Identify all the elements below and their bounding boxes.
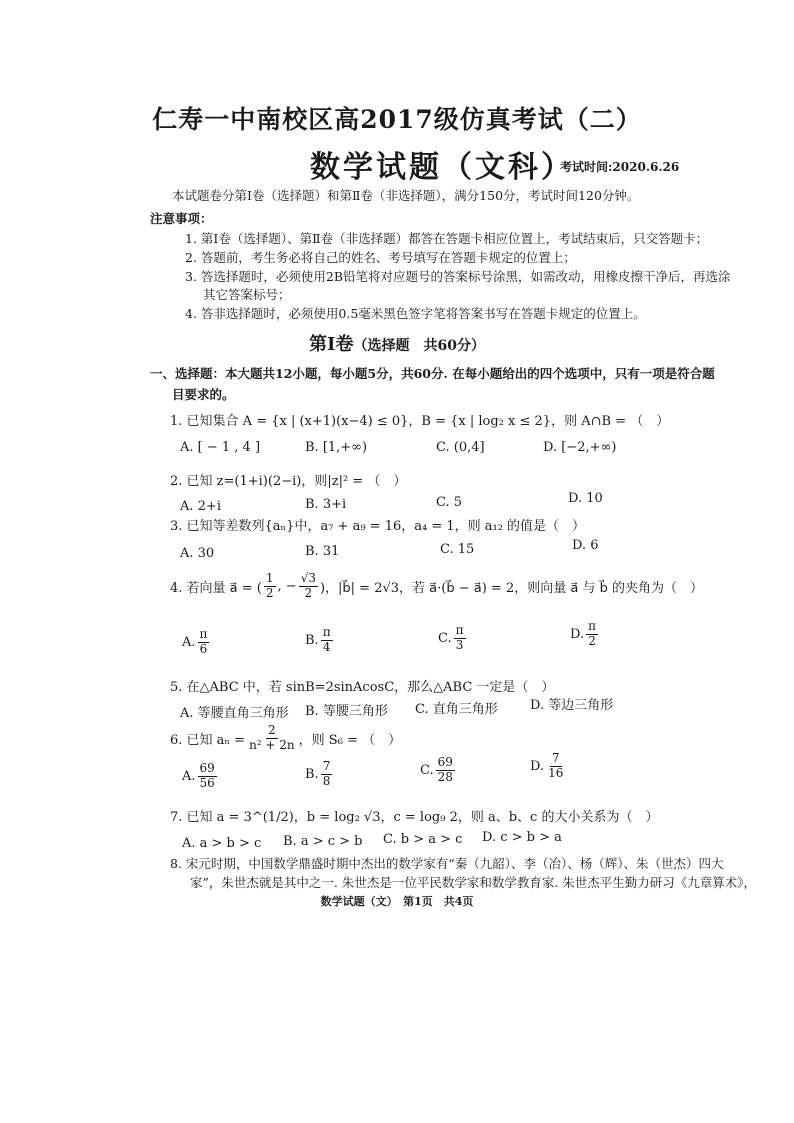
fraction-denominator: 6 bbox=[199, 641, 208, 656]
option-label: B. bbox=[305, 632, 319, 648]
question-8-line-1: 8. 宋元时期，中国数学鼎盛时期中杰出的数学家有“秦（九韶）、李（冶）、杨（辉）、朱（世杰）四大 bbox=[170, 856, 724, 871]
option-label: D. bbox=[530, 758, 545, 774]
q6-option-a bbox=[182, 762, 219, 791]
q7-option-c: C. b > a > c bbox=[383, 832, 463, 847]
q4-fraction-2 bbox=[299, 572, 318, 601]
exam-time: 考试时间:2020.6.26 bbox=[560, 160, 680, 174]
q6-option-d bbox=[530, 752, 567, 781]
subject-title: 数学试题（文科） bbox=[310, 150, 574, 185]
q2-option-a: A. 2+i bbox=[180, 499, 221, 514]
q1-option-a: A. [ − 1 , 4 ] bbox=[180, 440, 261, 455]
q3-option-c: C. 15 bbox=[440, 542, 475, 557]
intro-text: 本试题卷分第Ⅰ卷（选择题）和第Ⅱ卷（非选择题），满分150分，考试时间120分钟。 bbox=[172, 188, 640, 203]
q1-option-d: D. [−2,+∞) bbox=[543, 440, 617, 455]
notes-heading: 注意事项： bbox=[150, 211, 213, 226]
option-fraction bbox=[321, 760, 333, 789]
fraction-denominator: 2 bbox=[304, 585, 313, 600]
option-label: C. bbox=[420, 762, 434, 778]
school-title: 仁寿一中南校区高2017级仿真考试（二） bbox=[152, 105, 642, 134]
q5-option-c: C. 直角三角形 bbox=[415, 702, 498, 717]
fraction-denominator: 56 bbox=[199, 775, 215, 790]
fraction-numerator: π bbox=[199, 627, 208, 641]
fraction-denominator: 16 bbox=[548, 765, 564, 780]
fraction-numerator: π bbox=[322, 625, 331, 639]
note-item: 2. 答题前，考生务必将自己的姓名、考号填写在答题卡规定的位置上； bbox=[185, 250, 576, 265]
question-4 bbox=[170, 572, 703, 601]
part1-instruction-cont: 目要求的。 bbox=[172, 387, 235, 402]
section-title bbox=[0, 330, 794, 356]
fraction-numerator: 2 bbox=[268, 723, 276, 737]
option-label: C. bbox=[438, 630, 452, 646]
fraction-numerator: π bbox=[588, 619, 596, 633]
q3-option-d: D. 6 bbox=[572, 538, 599, 553]
fraction-numerator: 7 bbox=[551, 751, 560, 765]
fraction-denominator: 28 bbox=[437, 769, 453, 784]
q1-option-b: B. [1,+∞) bbox=[305, 440, 368, 455]
fraction-denominator: 3 bbox=[455, 637, 464, 652]
note-item: 1. 第Ⅰ卷（选择题）、第Ⅱ卷（非选择题）都答在答题卡相应位置上，考试结束后，只交答题卡； bbox=[185, 231, 709, 246]
fraction-numerator: √3 bbox=[300, 571, 316, 585]
q7-option-d: D. c > b > a bbox=[482, 830, 562, 845]
note-item: 其它答案标号； bbox=[203, 287, 291, 302]
q4-separator: , − bbox=[277, 578, 297, 594]
q4-option-b bbox=[305, 626, 335, 655]
question-6 bbox=[170, 724, 401, 753]
option-fraction bbox=[454, 624, 466, 653]
fraction-denominator: 2 bbox=[265, 585, 274, 600]
q4-option-c bbox=[438, 624, 468, 653]
fraction-denominator: n² + 2n bbox=[249, 737, 295, 752]
option-label: A. bbox=[182, 768, 196, 784]
q5-option-a: A. 等腰直角三角形 bbox=[180, 706, 289, 721]
option-fraction bbox=[546, 752, 565, 781]
fraction-denominator: 8 bbox=[322, 773, 331, 788]
note-item: 3. 答选择题时，必须使用2B铅笔将对应题号的答案标号涂黑，如需改动，用橡皮擦干净后，再选涂 bbox=[185, 269, 731, 284]
fraction-numerator: 7 bbox=[322, 759, 331, 773]
fraction-denominator: 2 bbox=[588, 633, 596, 648]
q5-option-d: D. 等边三角形 bbox=[530, 698, 614, 713]
question-2: 2. 已知 z=(1+i)(2−i)，则|z|² = （ ） bbox=[170, 474, 407, 489]
q2-option-d: D. 10 bbox=[568, 491, 603, 506]
q7-option-b: B. a > c > b bbox=[283, 834, 363, 849]
option-label: B. bbox=[305, 766, 319, 782]
q4-stem-end: )，|b⃗| = 2√3，若 a⃗·(b⃗ − a⃗) = 2，则向量 a⃗ 与 b⃗ 的夹角为（ ） bbox=[319, 580, 703, 596]
q5-option-b: B. 等腰三角形 bbox=[305, 704, 388, 719]
option-label: D. bbox=[570, 626, 585, 642]
note-item: 4. 答非选择题时，必须使用0.5毫米黑色签字笔将答案书写在答题卡规定的位置上。 bbox=[185, 306, 646, 321]
section-title-sub: （选择题 共60分） bbox=[353, 338, 485, 354]
section-title-main: 第Ⅰ卷 bbox=[309, 334, 354, 355]
q6-fraction bbox=[247, 724, 297, 753]
fraction-numerator: 1 bbox=[265, 571, 274, 585]
part1-instruction: 一、选择题：本大题共12小题，每小题5分，共60分. 在每小题给出的四个选项中，只有一项是符合题 bbox=[150, 366, 715, 381]
q2-option-b: B. 3+i bbox=[305, 497, 347, 512]
q3-option-a: A. 30 bbox=[180, 546, 215, 561]
q1-option-c: C. (0,4] bbox=[436, 440, 485, 455]
question-1: 1. 已知集合 A = {x | (x+1)(x−4) ≤ 0}，B = {x | log₂ x ≤ 2}，则 A∩B = （ ） bbox=[170, 414, 670, 429]
q6-option-c bbox=[420, 756, 457, 785]
q7-option-a: A. a > b > c bbox=[182, 836, 262, 851]
option-fraction bbox=[586, 620, 598, 649]
question-7: 7. 已知 a = 3^(1/2)，b = log₂ √3，c = log₉ 2，则 a、b、c 的大小关系为（ ） bbox=[170, 810, 659, 825]
q6-option-b bbox=[305, 760, 334, 789]
q4-option-d bbox=[570, 620, 600, 649]
page-footer: 数学试题（文） 第1页 共4页 bbox=[320, 895, 474, 908]
q6-stem-end: ，则 S₆ = （ ） bbox=[298, 732, 402, 748]
question-8-line-2: 家”，朱世杰就是其中之一. 朱世杰是一位平民数学家和数学教育家. 朱世杰平生勤力研习《九章算术》， bbox=[190, 875, 757, 890]
q3-option-b: B. 31 bbox=[305, 544, 340, 559]
option-fraction bbox=[321, 626, 333, 655]
fraction-numerator: 69 bbox=[199, 761, 215, 775]
option-fraction bbox=[198, 628, 210, 657]
option-label: A. bbox=[182, 634, 196, 650]
q4-fraction-1 bbox=[264, 572, 276, 601]
question-5: 5. 在△ABC 中，若 sinB=2sinAcosC，那么△ABC 一定是（ ） bbox=[170, 680, 555, 695]
fraction-numerator: 69 bbox=[437, 755, 453, 769]
question-3: 3. 已知等差数列{aₙ}中，a₇ + a₉ = 16，a₄ = 1，则 a₁₂ 的值是（ ） bbox=[170, 519, 586, 534]
q2-option-c: C. 5 bbox=[436, 495, 463, 510]
fraction-numerator: π bbox=[455, 623, 464, 637]
q4-option-a bbox=[182, 628, 211, 657]
q6-stem-start: 6. 已知 aₙ = bbox=[170, 732, 246, 748]
q4-stem-start: 4. 若向量 a⃗ = ( bbox=[170, 580, 262, 596]
option-fraction bbox=[436, 756, 455, 785]
fraction-denominator: 4 bbox=[322, 639, 331, 654]
option-fraction bbox=[198, 762, 217, 791]
